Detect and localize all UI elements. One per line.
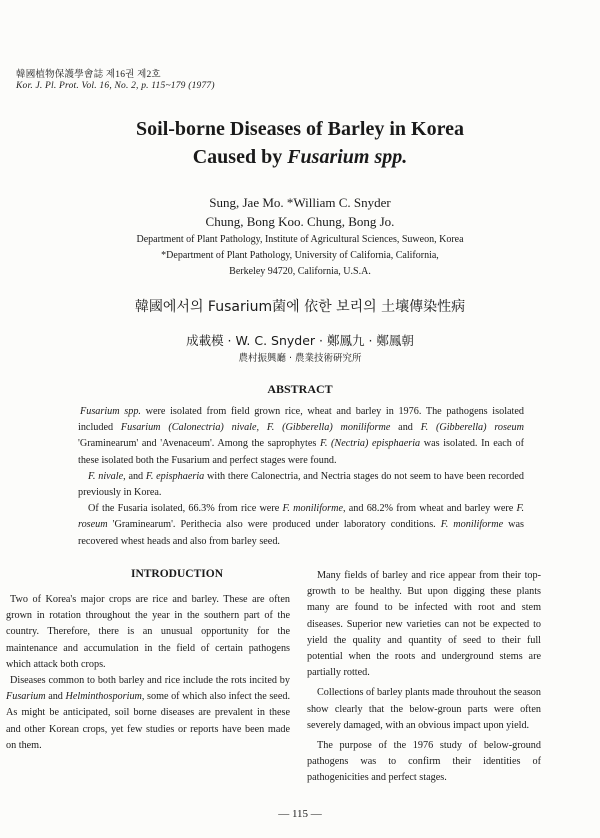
affiliation-3: Berkeley 94720, California, U.S.A. xyxy=(229,266,371,277)
abstract-paragraph-2: F. nivale, and F. episphaeria with there Calonectria, and Nectria stages do not seem to have been recorded previously in Korea. xyxy=(78,470,524,499)
intro-right-paragraph-3: The purpose of the 1976 study of below-ground pathogens was to confirm their identities of pathogenicities and perfect stages. xyxy=(307,740,541,784)
intro-right-paragraph-2: Collections of barley plants made throuhout the season show clearly that the below-groun parts were often severely damaged, with an obvious impact upon yield. xyxy=(307,687,541,731)
abstract-paragraph-3: Of the Fusaria isolated, 66.3% from rice were F. moniliforme, and 68.2% from wheat and barley were F. roseum 'Graminearum'. Perithecia also were produced under laboratory conditions. F. moniliforme was recovered whest heads and also from barley seed. xyxy=(78,503,524,547)
page-number: — 115 — xyxy=(278,808,322,820)
affiliation-1: Department of Plant Pathology, Institute of Agricultural Sciences, Suweon, Korea xyxy=(136,234,464,245)
korean-affiliation: 農村振興廳 · 農業技術硏究所 xyxy=(238,353,362,364)
journal-header-korean: 韓國植物保護學會誌 제16권 제2호 xyxy=(16,70,161,80)
abstract-paragraph-1: Fusarium spp. were isolated from field grown rice, wheat and barley in 1976. The pathogens isolated included Fusarium (Calonectria) nivale, F. (Gibberella) moniliforme and F. (Gibberella) roseum 'Graminearum' and 'Avenaceum'. Among the saprophytes F. (Nectria) episphaeria was isolated. In each of these isolated both the Fusarium and perfect stages were found. xyxy=(78,406,524,466)
intro-right-column xyxy=(307,568,541,787)
intro-left-column xyxy=(6,592,290,754)
journal-citation: Kor. J. Pl. Prot. Vol. 16, No. 2, p. 115~179 (1977) xyxy=(16,81,215,91)
abstract-body xyxy=(78,404,524,550)
paper-title: Soil-borne Diseases of Barley in Korea xyxy=(136,118,464,140)
authors-line2: Chung, Bong Koo. Chung, Bong Jo. xyxy=(205,214,395,229)
affiliation-2: *Department of Plant Pathology, University of California, California, xyxy=(161,250,439,261)
abstract-heading: ABSTRACT xyxy=(267,382,333,396)
korean-title: 韓國에서의 Fusarium菌에 依한 보리의 土壤傳染性病 xyxy=(134,299,466,315)
intro-left-paragraph-1: Two of Korea's major crops are rice and barley. These are often grown in rotation throughout the year in the southern part of the country. Therefore, there is an unusual opportunity for the maintenance and accumulation in the field of certain pathogens which attack both crops. xyxy=(6,594,290,670)
introduction-heading: INTRODUCTION xyxy=(130,568,223,580)
title-italic: Fusarium spp. xyxy=(287,146,408,168)
korean-authors: 成載模 · W. C. Snyder · 鄭鳳九 · 鄭鳳朝 xyxy=(186,333,414,348)
authors-line1: Sung, Jae Mo. *William C. Snyder xyxy=(209,195,391,210)
paper-title-line2 xyxy=(0,146,600,169)
intro-right-paragraph-1: Many fields of barley and rice appear from their top-growth to be healthy. But upon digging these plants many are found to be infected with root and stem diseases. Superior new varieties can not be expected to yield the quality and quantity of seed to their full potential when the roots and underground stems are partially rotted. xyxy=(307,570,541,679)
intro-left-paragraph-2: Diseases common to both barley and rice include the rots incited by Fusarium and Helminthosporium, some of which also infect the seed. As might be anticipated, soil borne diseases are prevalent in these and other Korean crops, yet few studies or reports have been made on them. xyxy=(6,675,290,751)
title-prefix: Caused by xyxy=(192,146,283,168)
